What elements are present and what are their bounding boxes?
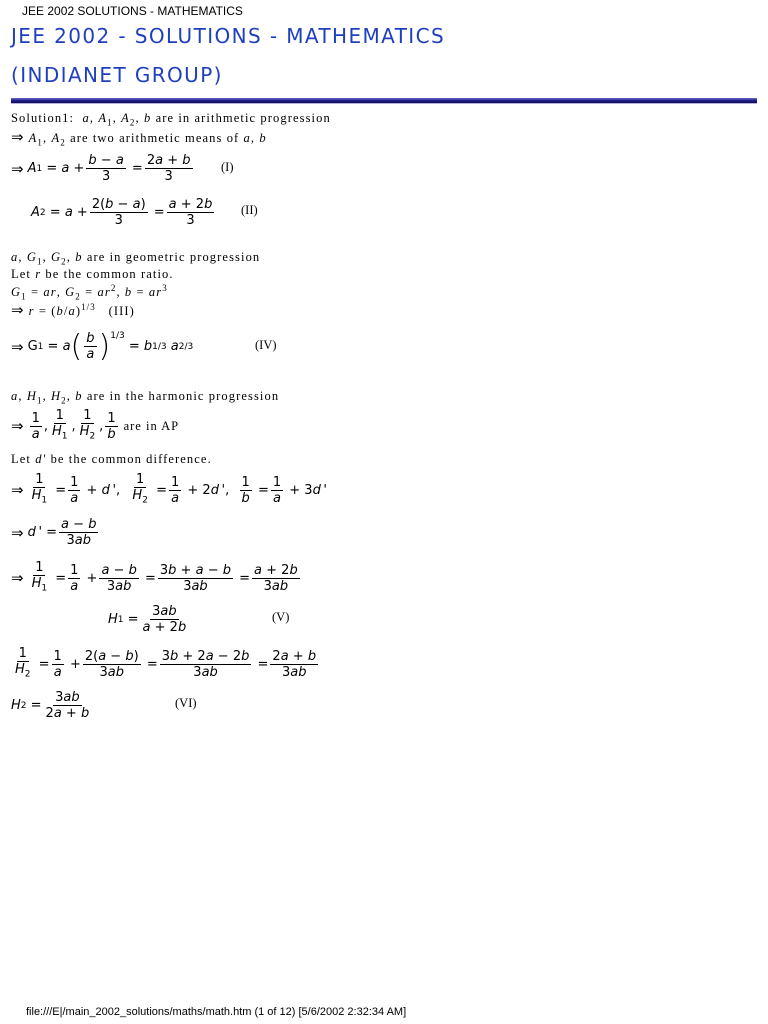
equation-tag-1: (I) [221, 160, 234, 174]
equation-tag-4: (IV) [255, 338, 277, 352]
gp-terms: $G_1$ = ar, $G_2 = ar^2$, $b = ar^3$ [11, 283, 168, 302]
implies-arrow-icon: ⇒ [11, 128, 25, 146]
equation-g1: ⇒ G 1 = a ( b a ) $^{1/3}$ = b 1/3 a 2/3 [11, 328, 194, 364]
implies-arrow-icon: ⇒ [11, 523, 24, 542]
hp-diff-statement: Let d' be the common difference. [11, 452, 212, 466]
gp-ratio-statement: Let r be the common ratio. [11, 267, 174, 281]
page-header: JEE 2002 SOLUTIONS - MATHEMATICS [22, 4, 243, 18]
implies-arrow-icon: ⇒ [11, 569, 24, 588]
equation-hp-ap: ⇒ 1 a , 1 $H_1$ , 1 $H_2$ , 1 b are in AP [11, 408, 180, 442]
equation-h1-derivation: ⇒ 1 $H_1$ = 1 a + a − b 3ab = 3b + a − b 3ab = a + 2b 3ab [11, 560, 298, 594]
solution-1-line-2: ⇒ $A_1$, $A_2$ are two arithmetic means of a, b [11, 128, 267, 148]
equation-r: ⇒ $r = (b/a)^{1/3}$ (III) [11, 301, 135, 319]
hp-statement: a, $H_1$, $H_2$, b are in the harmonic progression [11, 389, 280, 406]
implies-arrow-icon: ⇒ [11, 159, 24, 178]
page-title: JEE 2002 - SOLUTIONS - MATHEMATICS [11, 24, 446, 48]
implies-arrow-icon: ⇒ [11, 481, 24, 500]
equation-a2: A 2 = a + 2(b − a) 3 = a + 2b 3 [31, 197, 213, 228]
solution-1-line-1: Solution1: a, $A_1$, $A_2$, b are in arithmetic progression [11, 111, 331, 128]
page-footer: file:///E|/main_2002_solutions/maths/math.htm (1 of 12) [5/6/2002 2:32:34 AM] [26, 1006, 407, 1018]
divider-rule-shadow [11, 103, 757, 104]
equation-a1: ⇒ A 1 = a + b − a 3 = 2a + b 3 [11, 153, 191, 184]
equation-d-value: ⇒ d ' = a − b 3ab [11, 517, 97, 548]
equation-d: ⇒ 1 $H_1$ = 1 a + d ', 1 $H_2$ = 1 a + 2 d ', 1 b = 1 a + 3 d ' [11, 472, 327, 506]
equation-tag-3: (III) [108, 304, 135, 318]
equation-h1: H 1 = 3ab a + 2b [108, 604, 187, 635]
implies-arrow-icon: ⇒ [11, 301, 25, 319]
equation-tag-5: (V) [272, 610, 290, 624]
implies-arrow-icon: ⇒ [11, 417, 24, 436]
equation-h2: H 2 = 3ab 2a + b [11, 690, 90, 721]
gp-statement: a, $G_1$, $G_2$, b are in geometric progression [11, 250, 261, 267]
equation-tag-6: (VI) [175, 696, 197, 710]
equation-tag-2: (II) [241, 203, 258, 217]
equation-h2-derivation: 1 $H_2$ = 1 a + 2(a − b) 3ab = 3b + 2a − 2b 3ab = 2a + b 3ab [15, 646, 317, 680]
page-subtitle: (INDIANET GROUP) [11, 63, 223, 87]
implies-arrow-icon: ⇒ [11, 337, 24, 356]
